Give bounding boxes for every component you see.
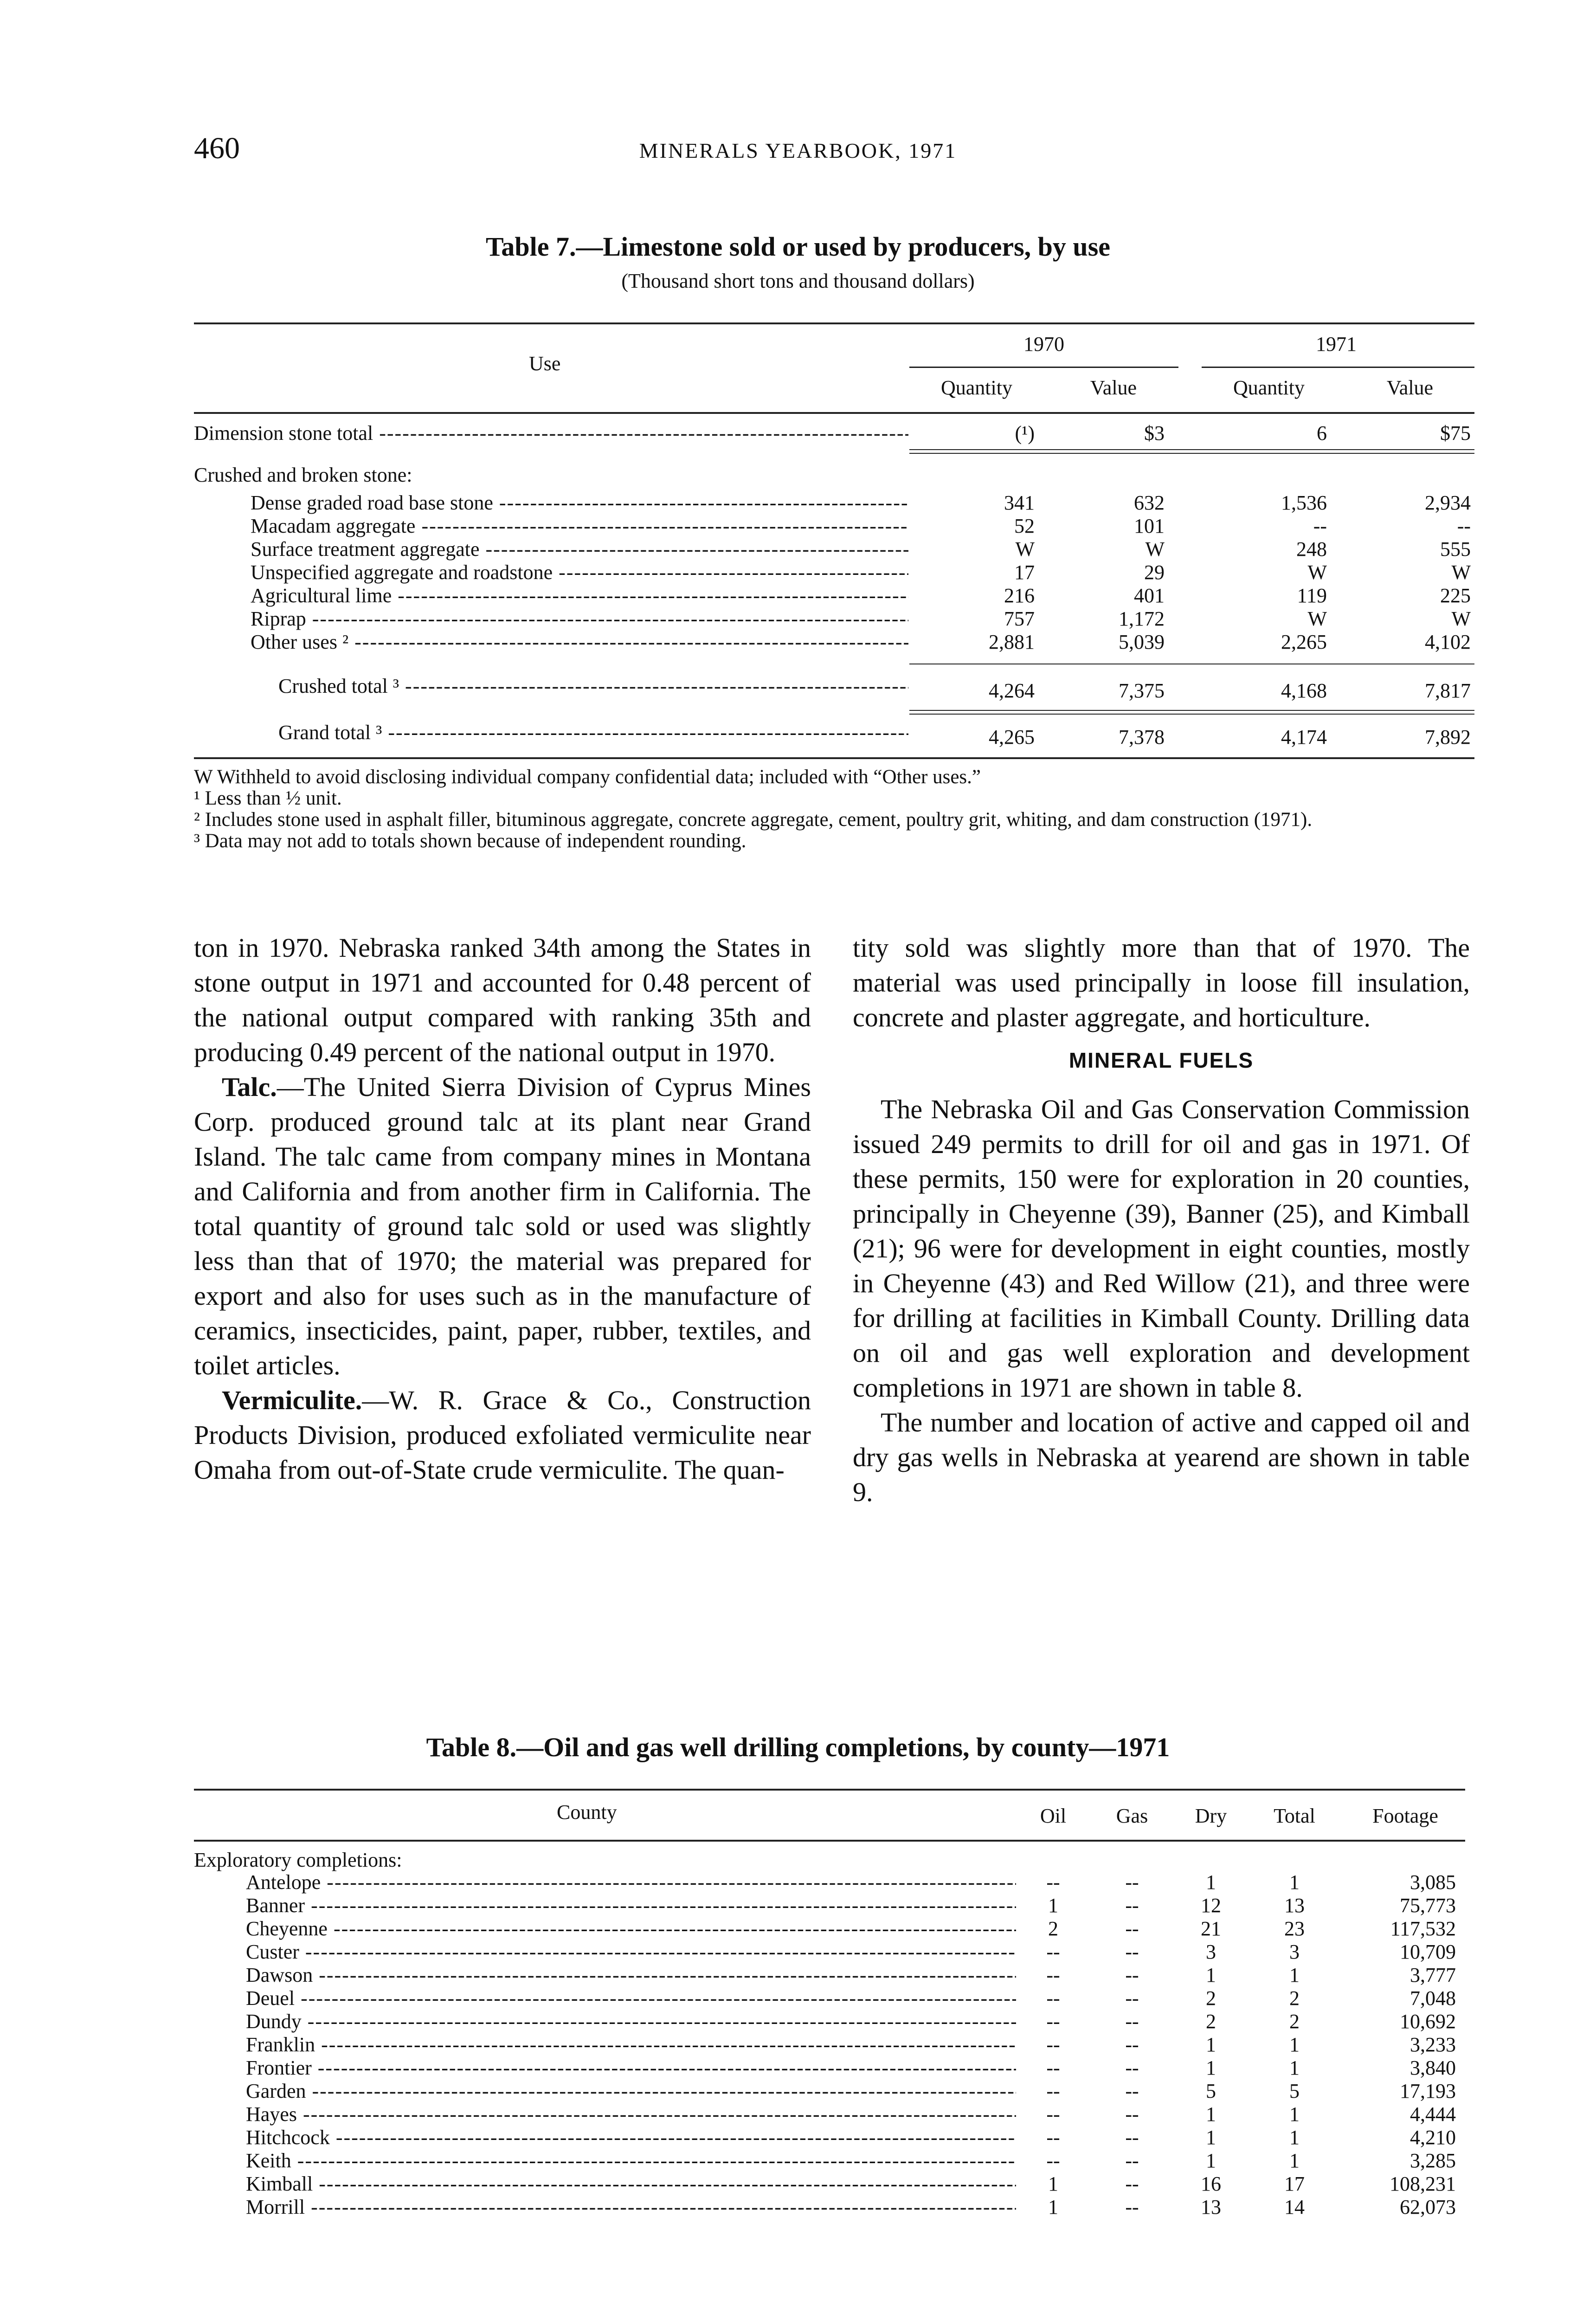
table8-header-gas: Gas — [1116, 1804, 1148, 1827]
table7-grand-total-v70: 7,378 — [1119, 726, 1165, 748]
table7-crushed-header: Crushed and broken stone: — [194, 464, 412, 486]
table8-row-oil: -- — [1046, 1871, 1060, 1894]
table8-top-rule — [194, 1789, 1465, 1791]
vermiculite-text: —W. R. Grace & Co., Construction Products Division, produced exfoliated vermiculite near Omaha from out-of-State crude vermiculite. The quan- — [194, 1385, 811, 1485]
footnote-2: ² Includes stone used in asphalt filler, bituminous aggregate, concrete aggregate, cement, poultry grit, whiting, and dam construction (1971). — [194, 809, 1313, 831]
body-paragraph: ton in 1970. Nebraska ranked 34th among the States in stone output in 1971 and accounted for 0.48 percent of the national output compared with ranking 35th and producing 0.49 percent of the national output in 1970. — [194, 933, 811, 1067]
table8-row-dry: 2 — [1206, 2010, 1216, 2033]
table7-row-v71: W — [1451, 561, 1471, 584]
table7-crushed-total-v70: 7,375 — [1119, 679, 1165, 702]
table7-row-dimension-v71: $75 — [1440, 422, 1471, 445]
table8-row-county: Antelope ----- — [246, 1871, 1016, 1894]
table8-row-gas: -- — [1125, 2103, 1139, 2126]
table8-row-footage: 62,073 — [1400, 2196, 1456, 2218]
table8-row-total: 1 — [1289, 2126, 1300, 2149]
table7-header-year1: 1970 — [1023, 333, 1064, 355]
table8-row-oil: -- — [1046, 2080, 1060, 2102]
table8-row-oil: 1 — [1048, 2172, 1058, 2195]
table7-row-q71: 248 — [1296, 538, 1327, 561]
table8-row-county: Dundy ----- — [246, 2011, 1016, 2033]
table8-row-total: 1 — [1289, 1871, 1300, 1894]
table8-row-total: 13 — [1284, 1894, 1305, 1917]
talc-text: —The United Sierra Division of Cyprus Mines Corp. produced ground talc at its plant near Grand Island. The talc came from company mines in Montana and California and from another firm in California. The total quantity of ground talc sold or used was slightly less than that of 1970; the material was prepared for export and also for uses such as in the manufacture of ceramics, insecticides, paint, paper, rubber, textiles, and toilet articles. — [194, 1072, 811, 1380]
table8-row-total: 14 — [1284, 2196, 1305, 2218]
table7-title: Table 7.—Limestone sold or used by producers, by use — [485, 232, 1111, 262]
table7-dimension-rule-2 — [909, 453, 1474, 454]
table8-row-dry: 16 — [1201, 2172, 1221, 2195]
talc-lead: Talc. — [222, 1072, 277, 1102]
table8-row-total: 23 — [1284, 1917, 1305, 1940]
table8-row-total: 1 — [1289, 2033, 1300, 2056]
body-right-column — [853, 930, 1470, 1509]
table7-footnotes — [194, 767, 1474, 852]
table8-row-county: Hitchcock ----- — [246, 2127, 1016, 2149]
table7-row-q71: -- — [1313, 515, 1327, 537]
table8-row-gas: -- — [1125, 2033, 1139, 2056]
table8-header-footage: Footage — [1372, 1804, 1438, 1827]
table7-row-q70: W — [1015, 538, 1035, 561]
table8-row-oil: -- — [1046, 2033, 1060, 2056]
table7-row-v71: 555 — [1440, 538, 1471, 561]
body-paragraph: tity sold was slightly more than that of 1970. The material was used principally in loose fill insulation, concrete and plaster aggregate, and horticulture. — [853, 933, 1470, 1032]
table7-row-label: Unspecified aggregate and roadstone ----- — [251, 561, 908, 584]
table8-row-total: 1 — [1289, 2149, 1300, 2172]
section-heading: MINERAL FUELS — [1068, 1048, 1254, 1072]
table7-header-year2: 1971 — [1316, 333, 1357, 355]
page-number: 460 — [194, 131, 240, 165]
table8-row-oil: 1 — [1048, 1894, 1058, 1917]
table7-header-value-1970: Value — [1090, 376, 1137, 399]
table8-row-footage: 3,840 — [1410, 2056, 1456, 2079]
table7-row-label: Agricultural lime ----- — [251, 585, 908, 607]
table8-row-dry: 21 — [1201, 1917, 1221, 1940]
table7-row-q70: 757 — [1004, 607, 1035, 630]
body-paragraph: The number and location of active and capped oil and dry gas wells in Nebraska at yearend are shown in table 9. — [853, 1407, 1470, 1507]
table8-row-oil: -- — [1046, 2010, 1060, 2033]
table8-row-footage: 3,777 — [1410, 1964, 1456, 1986]
table8-row-footage: 108,231 — [1390, 2172, 1456, 2195]
table7-dimension-rule-1 — [909, 449, 1474, 450]
table7-row-v71: 4,102 — [1425, 631, 1471, 653]
table8-row-dry: 2 — [1206, 1987, 1216, 2010]
table7-grand-total-v71: 7,892 — [1425, 726, 1471, 748]
table8-row-gas: -- — [1125, 1987, 1139, 2010]
table7-row-v70: W — [1145, 538, 1165, 561]
table7-row-v70: 401 — [1134, 584, 1165, 607]
table7-header-rule — [194, 412, 1474, 414]
table7-row-v70: 5,039 — [1119, 631, 1165, 653]
table8-row-gas: -- — [1125, 2010, 1139, 2033]
table8-row-county: Kimball ----- — [246, 2173, 1016, 2195]
table7-row-label: Dense graded road base stone ----- — [251, 492, 908, 514]
running-head: MINERALS YEARBOOK, 1971 — [639, 139, 957, 162]
table8-row-dry: 1 — [1206, 1964, 1216, 1986]
table7-crushed-total-q70: 4,264 — [989, 679, 1035, 702]
table7-row-q70: 216 — [1004, 584, 1035, 607]
table8-title: Table 8.—Oil and gas well drilling completions, by county—1971 — [426, 1732, 1170, 1762]
table8-row-footage: 75,773 — [1400, 1894, 1456, 1917]
table7-header-quantity-1971: Quantity — [1233, 376, 1305, 399]
table8-row-footage: 4,210 — [1410, 2126, 1456, 2149]
body-paragraph: The Nebraska Oil and Gas Conservation Commission issued 249 permits to drill for oil and gas in 1971. Of these permits, 150 were for exploration in 20 counties, principally in Cheyenne (39), Banner (25), and Kimball (21); 96 were for development in eight counties, mostly in Cheyenne (43) and Red Willow (21), and three were for drilling at facilities in Kimball County. Drilling data on oil and gas well exploration and development completions in 1971 are shown in table 8. — [853, 1094, 1470, 1403]
body-paragraph-vermiculite — [194, 1383, 811, 1487]
table7-row-q71: 2,265 — [1281, 631, 1327, 653]
table8-row-dry: 1 — [1206, 1871, 1216, 1894]
table7-row-q71: W — [1307, 561, 1327, 584]
table8-row-footage: 117,532 — [1390, 1917, 1456, 1940]
table8-row-gas: -- — [1125, 1871, 1139, 1894]
table7-row-v71: -- — [1457, 515, 1471, 537]
table8-row-footage: 10,692 — [1400, 2010, 1456, 2033]
table8-header-oil: Oil — [1040, 1804, 1067, 1827]
table8-row-county: Banner ----- — [246, 1895, 1016, 1917]
table8-row-gas: -- — [1125, 2126, 1139, 2149]
table7-row-q71: W — [1307, 607, 1327, 630]
footnote-3: ³ Data may not add to totals shown because of independent rounding. — [194, 830, 747, 852]
table8-row-gas: -- — [1125, 2149, 1139, 2172]
table8-row-gas: -- — [1125, 2172, 1139, 2195]
table7-grand-total-q70: 4,265 — [989, 726, 1035, 748]
table8-row-total: 5 — [1289, 2080, 1300, 2102]
table8-row-county: Keith ----- — [246, 2150, 1016, 2172]
table8-group-label: Exploratory completions: — [194, 1849, 402, 1871]
table8-row-dry: 3 — [1206, 1940, 1216, 1963]
body-left-column — [194, 930, 811, 1487]
table8-row-county: Franklin ----- — [246, 2034, 1016, 2056]
table7-row-label: Riprap ----- — [251, 608, 908, 630]
table8-row-dry: 1 — [1206, 2056, 1216, 2079]
table7-grand-total-q71: 4,174 — [1281, 726, 1327, 748]
table8-row-oil: -- — [1046, 2126, 1060, 2149]
table8-header-county: County — [557, 1801, 617, 1824]
table8-row-total: 3 — [1289, 1940, 1300, 1963]
table8-row-total: 1 — [1289, 2103, 1300, 2126]
table7-bottom-rule — [194, 757, 1474, 759]
table8-row-gas: -- — [1125, 2080, 1139, 2102]
table8-row-oil: -- — [1046, 1964, 1060, 1986]
table7-grand-total-label: Grand total ³ ----- — [278, 722, 908, 744]
table7-row-q71: 1,536 — [1281, 491, 1327, 514]
table8-row-county: Custer ----- — [246, 1941, 1016, 1963]
table8-row-total: 2 — [1289, 1987, 1300, 2010]
table8-row-footage: 3,085 — [1410, 1871, 1456, 1894]
table7-top-rule — [194, 322, 1474, 324]
table8-row-county: Deuel ----- — [246, 1987, 1016, 2010]
table8-row-oil: 2 — [1048, 1917, 1058, 1940]
table7-crushed-total-v71: 7,817 — [1425, 679, 1471, 702]
footnote-w: W Withheld to avoid disclosing individual company confidential data; included with “Other uses.” — [194, 766, 981, 788]
table7-row-dimension-q71: 6 — [1317, 422, 1327, 445]
table8-row-gas: -- — [1125, 1964, 1139, 1986]
table8-row-county: Morrill ----- — [246, 2196, 1016, 2218]
table8-row-dry: 12 — [1201, 1894, 1221, 1917]
table8-row-gas: -- — [1125, 2056, 1139, 2079]
table8-row-total: 1 — [1289, 2056, 1300, 2079]
table7-row-v70: 632 — [1134, 491, 1165, 514]
table7-row-dimension-v70: $3 — [1144, 422, 1165, 445]
vermiculite-lead: Vermiculite. — [222, 1385, 362, 1415]
table7-row-v70: 1,172 — [1119, 607, 1165, 630]
table7-row-q70: 17 — [1014, 561, 1035, 584]
table8-row-total: 1 — [1289, 1964, 1300, 1986]
table7-row-v71: W — [1451, 607, 1471, 630]
table7-header-quantity-1970: Quantity — [941, 376, 1012, 399]
body-paragraph-talc — [194, 1070, 811, 1383]
table7-total-rule-2 — [909, 714, 1474, 715]
table8-row-footage: 7,048 — [1410, 1987, 1456, 2010]
table7-subtitle: (Thousand short tons and thousand dollars) — [621, 270, 975, 292]
table8-row-gas: -- — [1125, 1894, 1139, 1917]
table8-row-county: Frontier ----- — [246, 2057, 1016, 2079]
table7-crushed-total-label: Crushed total ³ ----- — [278, 675, 908, 697]
table8-row-oil: -- — [1046, 2103, 1060, 2126]
table7-row-v71: 225 — [1440, 584, 1471, 607]
table7-row-dimension-q70: (¹) — [1015, 422, 1035, 445]
table7-row-q70: 341 — [1004, 491, 1035, 514]
table8-row-dry: 5 — [1206, 2080, 1216, 2102]
table8-row-footage: 4,444 — [1410, 2103, 1456, 2126]
table8-header-dry: Dry — [1195, 1804, 1227, 1827]
table7-year1-rule — [909, 367, 1178, 368]
table8-row-oil: 1 — [1048, 2196, 1058, 2218]
table8-row-oil: -- — [1046, 1940, 1060, 1963]
table7-row-label: Surface treatment aggregate ----- — [251, 538, 908, 561]
table8-row-county: Cheyenne ----- — [246, 1918, 1016, 1940]
table7-row-q70: 2,881 — [989, 631, 1035, 653]
footnote-1: ¹ Less than ½ unit. — [194, 787, 342, 809]
table8-header-total: Total — [1274, 1804, 1315, 1827]
table7-crushed-total-q71: 4,168 — [1281, 679, 1327, 702]
table7-row-label: Macadam aggregate ----- — [251, 515, 908, 537]
table8-row-footage: 17,193 — [1400, 2080, 1456, 2102]
table8-row-total: 2 — [1289, 2010, 1300, 2033]
table7-header-use: Use — [529, 352, 561, 375]
table7-row-v70: 29 — [1144, 561, 1165, 584]
table8-row-gas: -- — [1125, 2196, 1139, 2218]
table8-row-gas: -- — [1125, 1917, 1139, 1940]
table8-row-county: Garden ----- — [246, 2080, 1016, 2102]
table7-row-q70: 52 — [1014, 515, 1035, 537]
table7-header-value-1971: Value — [1386, 376, 1434, 399]
table7-year2-rule — [1202, 367, 1474, 368]
table8-row-footage: 10,709 — [1400, 1940, 1456, 1963]
table8-row-footage: 3,233 — [1410, 2033, 1456, 2056]
table7-row-label: Other uses ² ----- — [251, 631, 908, 653]
table8-row-gas: -- — [1125, 1940, 1139, 1963]
table7-row-v71: 2,934 — [1425, 491, 1471, 514]
table7-row-dimension-label: Dimension stone total ----- — [194, 422, 908, 445]
table8-row-dry: 1 — [1206, 2149, 1216, 2172]
table8-row-dry: 13 — [1201, 2196, 1221, 2218]
table8-row-dry: 1 — [1206, 2103, 1216, 2126]
table8-row-county: Dawson ----- — [246, 1964, 1016, 1986]
table7-row-v70: 101 — [1134, 515, 1165, 537]
table8-row-dry: 1 — [1206, 2126, 1216, 2149]
table7-row-q71: 119 — [1297, 584, 1327, 607]
table8-row-county: Hayes ----- — [246, 2103, 1016, 2126]
table8-row-oil: -- — [1046, 2056, 1060, 2079]
table8-row-oil: -- — [1046, 1987, 1060, 2010]
table8-row-dry: 1 — [1206, 2033, 1216, 2056]
table8-row-footage: 3,285 — [1410, 2149, 1456, 2172]
table8-row-total: 17 — [1284, 2172, 1305, 2195]
table8-header-rule — [194, 1840, 1465, 1842]
table8-row-oil: -- — [1046, 2149, 1060, 2172]
table7-total-rule-1 — [909, 710, 1474, 711]
